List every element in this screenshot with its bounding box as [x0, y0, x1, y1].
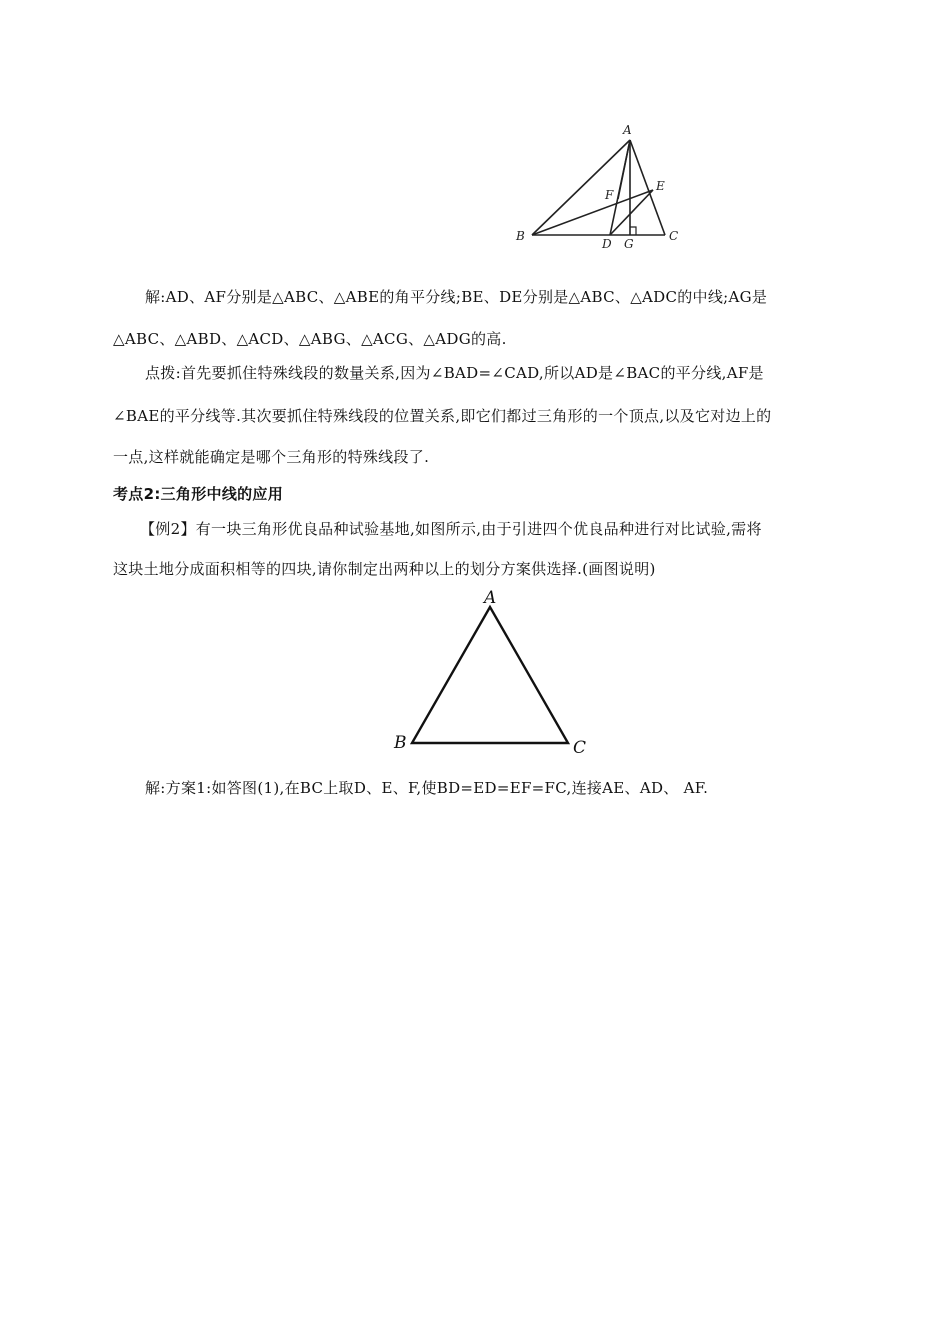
label-g: G: [624, 237, 634, 251]
label-d: D: [602, 237, 612, 251]
label-a: A: [484, 588, 497, 608]
tip-line-3: 一点,这样就能确定是哪个三角形的特殊线段了.: [113, 448, 430, 466]
solution-1-line-2: △ABC、△ABD、△ACD、△ABG、△ACG、△ADG的高.: [113, 330, 507, 348]
segment-ab: [532, 140, 630, 235]
triangle-figure-2: [385, 585, 600, 760]
tip-line-2: ∠BAE的平分线等.其次要抓住特殊线段的位置关系,即它们都过三角形的一个顶点,以及它对边上的: [113, 407, 772, 425]
label-c: C: [573, 738, 587, 758]
label-a: A: [623, 123, 632, 137]
triangle-figure-1: [505, 118, 695, 253]
example-2-line-1: 【例2】有一块三角形优良品种试验基地,如图所示,由于引进四个优良品种进行对比试验,需将: [140, 520, 762, 538]
label-f: F: [605, 188, 614, 202]
label-b: B: [394, 733, 407, 753]
right-angle-mark: [630, 227, 636, 235]
label-e: E: [656, 179, 665, 193]
solution-2-line-1: 解:方案1:如答图(1),在BC上取D、E、F,使BD=ED=EF=FC,连接AE、AD、 AF.: [145, 779, 709, 797]
section-heading: 考点2:三角形中线的应用: [113, 485, 284, 503]
label-c: C: [669, 229, 679, 243]
solution-1-line-1: 解:AD、AF分别是△ABC、△ABE的角平分线;BE、DE分别是△ABC、△ADC的中线;AG是: [145, 288, 768, 306]
tip-line-1: 点拨:首先要抓住特殊线段的数量关系,因为∠BAD=∠CAD,所以AD是∠BAC的平分线,AF是: [145, 364, 764, 382]
segment-de: [610, 190, 653, 235]
label-b: B: [516, 229, 525, 243]
triangle-abc: [412, 607, 568, 743]
example-2-line-2: 这块土地分成面积相等的四块,请你制定出两种以上的划分方案供选择.(画图说明): [113, 560, 656, 578]
segment-be: [532, 190, 653, 235]
